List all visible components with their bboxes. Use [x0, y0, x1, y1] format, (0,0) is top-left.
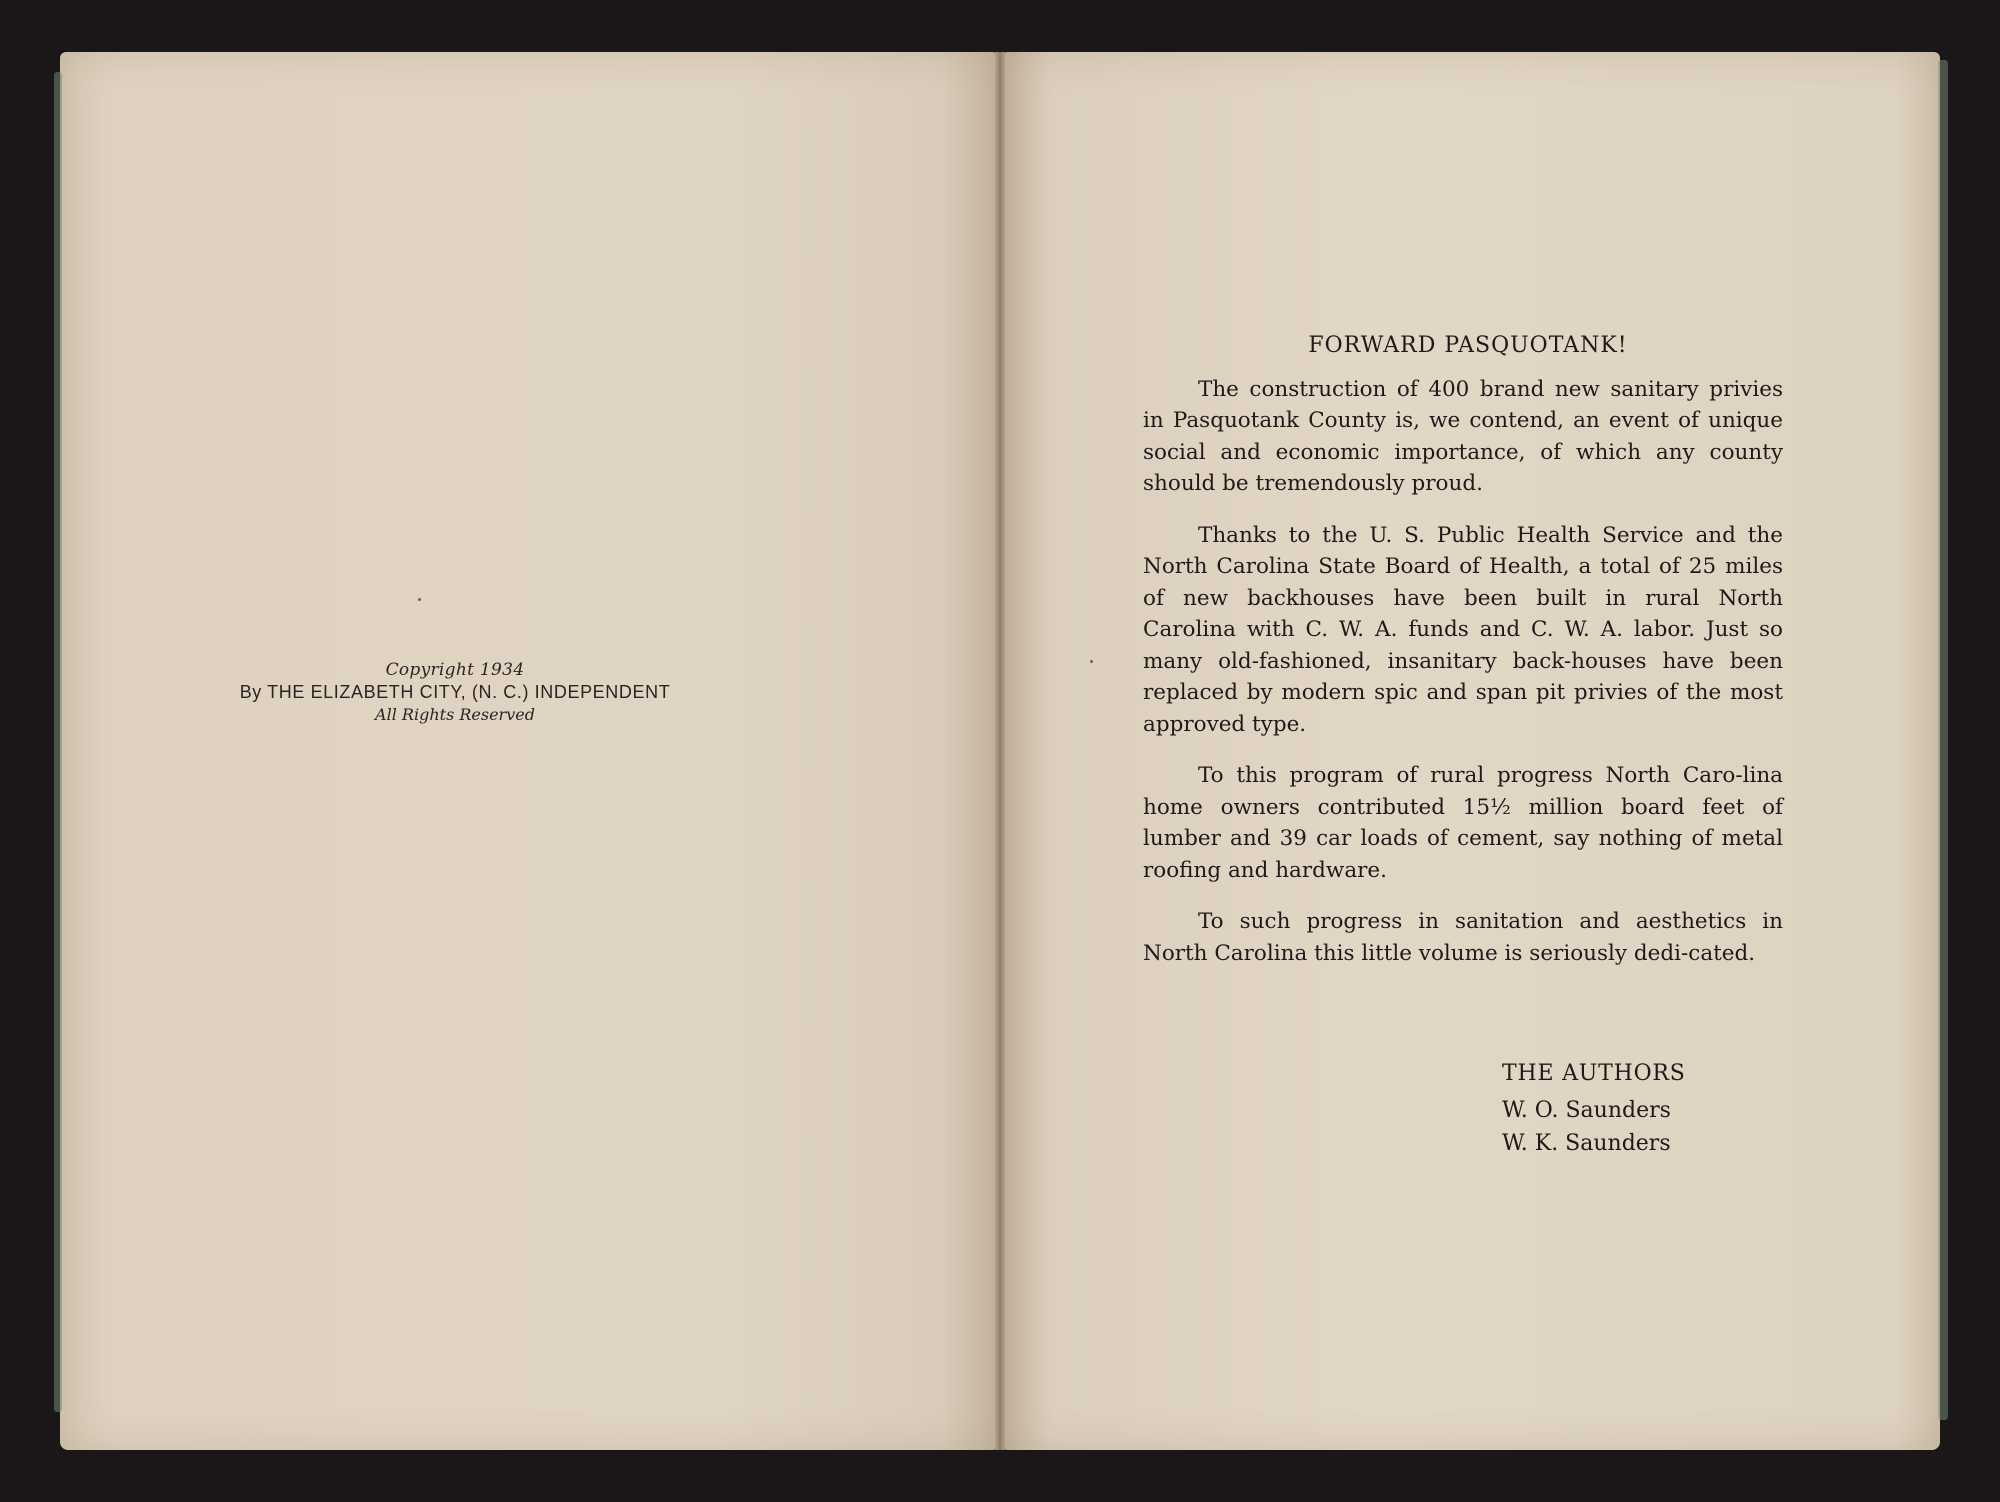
page-title: FORWARD PASQUOTANK! — [1308, 333, 1628, 358]
paper-speck — [1090, 660, 1093, 663]
book-gutter — [995, 52, 1005, 1450]
signature-title: THE AUTHORS — [1502, 1061, 1686, 1086]
copyright-rights: All Rights Reserved — [375, 705, 535, 724]
copyright-block — [205, 660, 705, 724]
signature-block — [1502, 1057, 1686, 1160]
paragraph-3: To this program of rural progress North Caro-lina home owners contributed 15½ million board feet of lumber and 39 car loads of cement, say nothing of metal roofing and hardware. — [1143, 763, 1783, 883]
paragraph-1: The construction of 400 brand new sanitary privies in Pasquotank County is, we contend, an event of unique social and economic importance, of which any county should be tremendously proud. — [1143, 376, 1783, 496]
paragraph-4: To such progress in sanitation and aesthetics in North Carolina this little volume is seriously dedi-cated. — [1143, 909, 1783, 966]
copyright-year: Copyright 1934 — [385, 660, 525, 680]
author-name: W. K. Saunders — [1502, 1131, 1671, 1156]
author-name: W. O. Saunders — [1502, 1098, 1671, 1123]
dedication-text — [1143, 330, 1783, 989]
left-page — [60, 52, 995, 1450]
right-page-edge — [1938, 60, 1948, 1420]
paper-speck — [418, 598, 421, 601]
copyright-publisher: By THE ELIZABETH CITY, (N. C.) INDEPENDENT — [239, 682, 671, 702]
paragraph-2: Thanks to the U. S. Public Health Service and the North Carolina State Board of Health, a total of 25 miles of new backhouses have been built in rural North Carolina with C. W. A. funds and C. W. A. labor. Just so many old-fashioned, insanitary back-houses have been replaced by modern spic and span pit privies of the most approved type. — [1143, 522, 1783, 737]
left-page-edge — [54, 72, 62, 1412]
